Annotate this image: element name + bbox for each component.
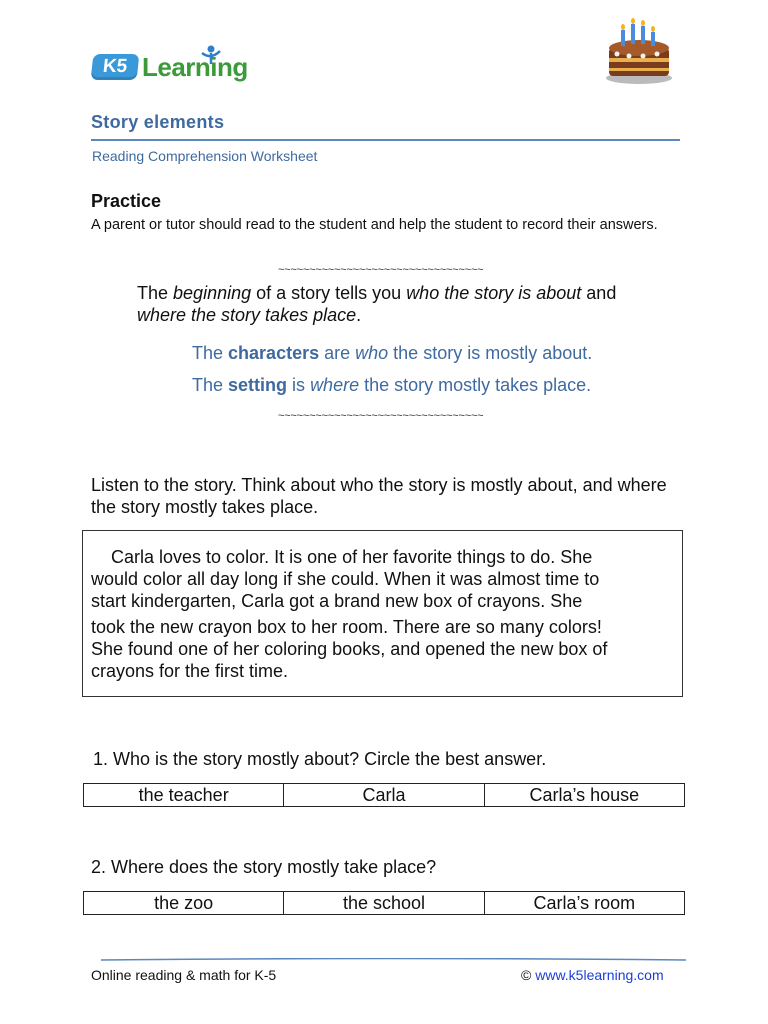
- definition-characters: [192, 343, 592, 364]
- answer-option-the-school[interactable]: the school: [284, 892, 484, 915]
- definition-text: The: [137, 283, 174, 303]
- characters-who: who: [355, 343, 389, 363]
- answer-option-carlas-house[interactable]: Carla’s house: [484, 784, 684, 807]
- definition-text: The: [192, 343, 229, 363]
- definition-text: the story mostly takes place.: [359, 375, 592, 395]
- footer-website-link[interactable]: www.k5learning.com: [535, 967, 664, 983]
- definition-text: are: [319, 343, 356, 363]
- practice-instructions: A parent or tutor should read to the student and help the student to record their answers.: [91, 217, 658, 233]
- answer-option-the-zoo[interactable]: the zoo: [84, 892, 284, 915]
- logo-wordmark: Learning: [142, 52, 248, 82]
- k5-learning-logo: [92, 44, 256, 86]
- definition-text: and: [581, 283, 617, 303]
- footer-copyright: [521, 967, 664, 983]
- birthday-cake-icon: [603, 14, 675, 86]
- answer-option-carlas-room[interactable]: Carla’s room: [484, 892, 684, 915]
- definition-beginning: [137, 282, 697, 326]
- answer-option-the-teacher[interactable]: the teacher: [84, 784, 284, 807]
- story-line: would color all day long if she could. When it was almost time to: [91, 569, 600, 589]
- definition-text: of a story tells you: [251, 283, 407, 303]
- title-divider: [91, 139, 680, 141]
- footer-divider: [101, 958, 686, 961]
- story-box: [82, 530, 683, 697]
- definition-text: the story is mostly about.: [388, 343, 593, 363]
- story-line: She found one of her coloring books, and opened the new box of: [91, 639, 608, 659]
- definition-text: The: [192, 375, 229, 395]
- question-2-text: 2. Where does the story mostly take place?: [91, 857, 437, 877]
- logo-k5-badge: K5: [91, 54, 140, 80]
- characters-term: characters: [228, 343, 320, 363]
- question-2-options: [83, 891, 685, 915]
- answer-option-carla[interactable]: Carla: [284, 784, 484, 807]
- tilde-divider-bottom: ~~~~~~~~~~~~~~~~~~~~~~~~~~~~~~~~~: [278, 410, 484, 422]
- definition-beginning-term: beginning: [173, 283, 252, 303]
- copyright-symbol: ©: [521, 967, 536, 983]
- definition-who-phrase: who the story is about: [406, 283, 582, 303]
- practice-heading: Practice: [91, 191, 162, 211]
- definition-where-phrase: where the story takes place: [137, 305, 357, 325]
- setting-term: setting: [228, 375, 288, 395]
- tilde-divider-top: ~~~~~~~~~~~~~~~~~~~~~~~~~~~~~~~~~: [278, 264, 484, 276]
- logo-figure-icon: [200, 44, 222, 66]
- listen-instructions: Listen to the story. Think about who the story is mostly about, and where the story mostly takes place.: [91, 475, 667, 517]
- definition-setting: [192, 375, 591, 396]
- story-line: Carla loves to color. It is one of her favorite things to do. She: [91, 547, 593, 567]
- footer-tagline: Online reading & math for K-5: [91, 967, 277, 983]
- definition-text: is: [287, 375, 311, 395]
- definition-text: .: [356, 305, 362, 325]
- question-1-options: [83, 783, 685, 807]
- worksheet-subtitle: Reading Comprehension Worksheet: [92, 148, 318, 164]
- question-1-text: 1. Who is the story mostly about? Circle the best answer.: [93, 749, 547, 769]
- setting-where: where: [310, 375, 360, 395]
- story-line: took the new crayon box to her room. There are so many colors!: [91, 617, 602, 637]
- worksheet-title: Story elements: [91, 112, 225, 132]
- story-line: start kindergarten, Carla got a brand new box of crayons. She: [91, 591, 583, 611]
- story-line: crayons for the first time.: [91, 661, 289, 681]
